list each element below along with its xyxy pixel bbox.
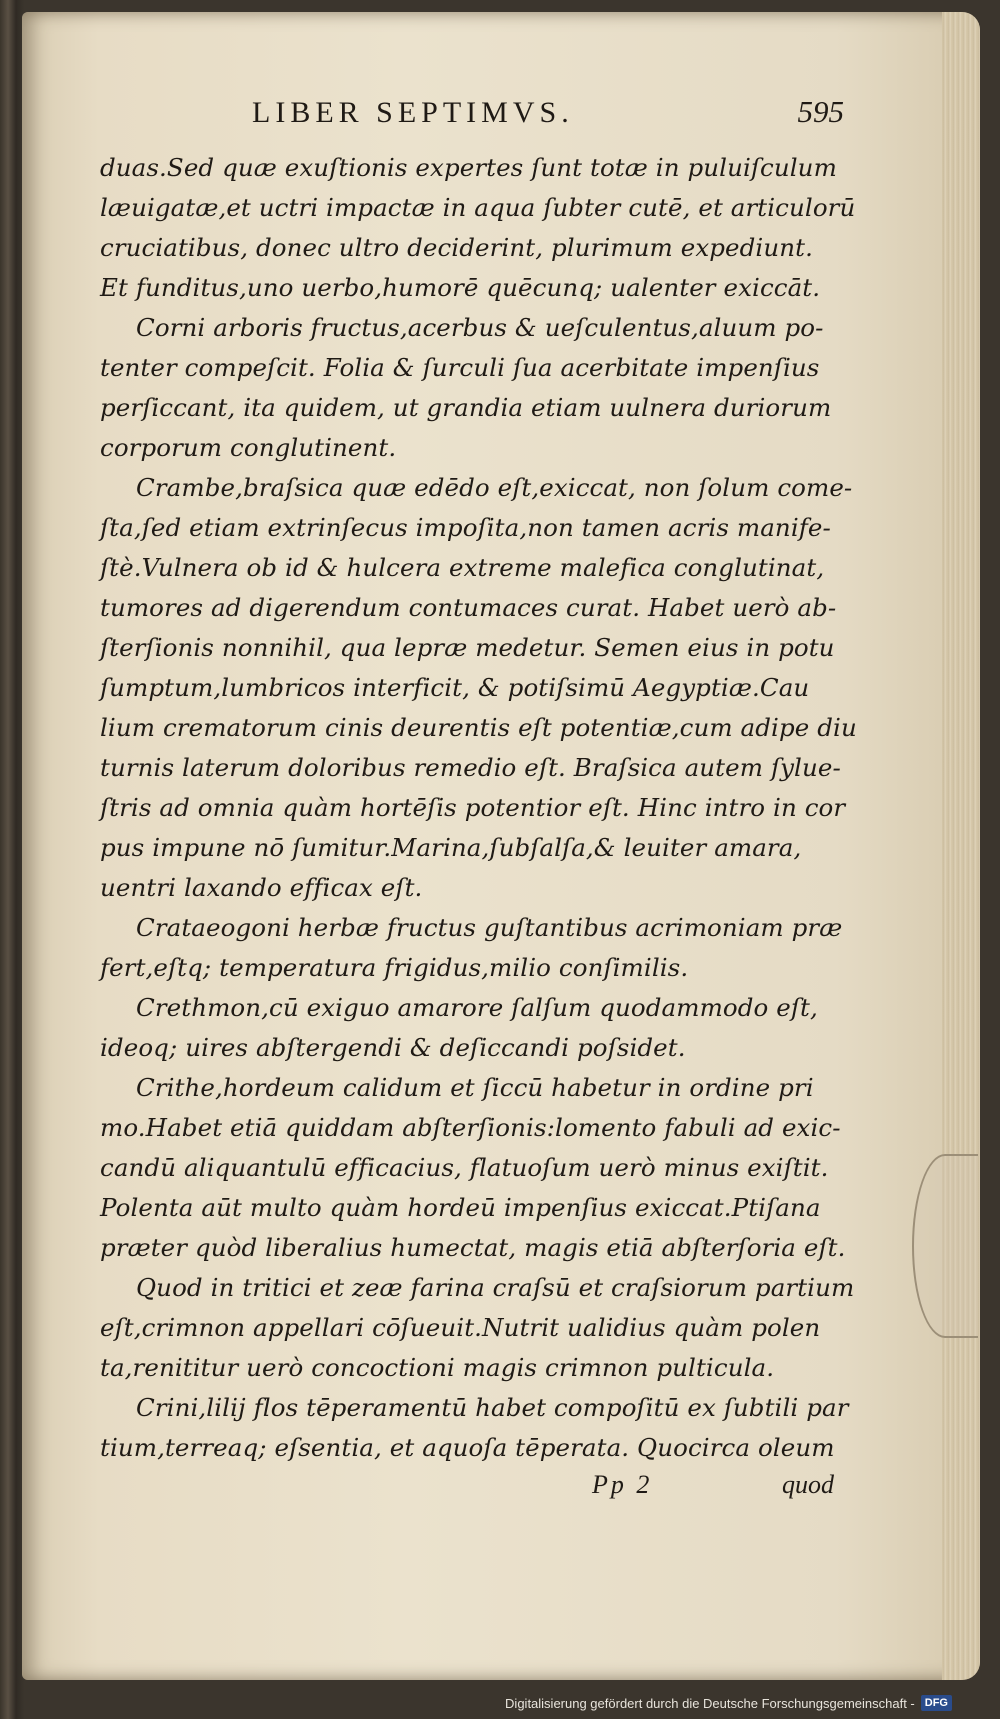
text-line: ideoq; uires abſtergendi & deſiccandi poſsidet. (100, 1033, 686, 1062)
text-line: læuigatæ,et uctri impactæ in aqua ſubter cutē, et articulorū (100, 193, 856, 222)
text-line: uentri laxando efficax eſt. (100, 873, 423, 902)
digitization-credit (505, 1695, 952, 1711)
text-block (100, 92, 857, 1514)
text-line: Crithe,hordeum calidum et ſiccū habetur in ordine pri (136, 1073, 814, 1102)
book-clasp (912, 1154, 978, 1338)
signature-mark: Pp 2 (592, 1470, 653, 1499)
text-line: mo.Habet etiā quiddam abſterſionis:lomento fabuli ad exic- (100, 1113, 841, 1142)
text-line: turnis laterum doloribus remedio eſt. Braſsica autem ſylue- (100, 753, 841, 782)
text-line: tenter compeſcit. Folia & ſurculi ſua acerbitate impenſius (100, 353, 820, 382)
page-header (100, 92, 844, 142)
text-line: Crataeogoni herbæ fructus guſtantibus acrimoniam præ (136, 913, 843, 942)
text-line: ſtris ad omnia quàm hortēſis potentior eſt. Hinc intro in cor (100, 793, 846, 822)
text-line: ſtè.Vulnera ob id & hulcera extreme malefica conglutinat, (100, 553, 825, 582)
text-line: ſta,ſed etiam extrinſecus impoſita,non tamen acris manife- (100, 513, 831, 542)
text-line: eſt,crimnon appellari cōſueuit.Nutrit ualidius quàm polen (100, 1313, 821, 1342)
credit-text: Digitalisierung gefördert durch die Deutsche Forschungsgemeinschaft - (505, 1695, 915, 1711)
text-line: pus impune nō ſumitur.Marina,ſubſalſa,& leuiter amara, (100, 833, 802, 862)
page-edges (942, 12, 980, 1680)
text-line: corporum conglutinent. (100, 433, 397, 462)
book-page (22, 12, 980, 1680)
text-line: lium crematorum cinis deurentis eſt potentiæ,cum adipe diu (100, 713, 857, 742)
text-line: Crambe,braſsica quæ edēdo eſt,exiccat, non ſolum come- (136, 473, 853, 502)
text-line: ſterſionis nonnihil, qua lepræ medetur. Semen eius in potu (100, 633, 835, 662)
page-number: 595 (797, 94, 844, 129)
text-line: Crethmon,cū exiguo amarore ſalſum quodammodo eſt, (136, 993, 818, 1022)
text-line: candū aliquantulū efficacius, flatuoſum uerò minus exiſtit. (100, 1153, 829, 1182)
text-line: ſumptum,lumbricos interficit, & potiſsimū Aegyptiæ.Cau (100, 673, 810, 702)
text-line: Corni arboris fructus,acerbus & ueſculentus,aluum po- (136, 313, 824, 342)
body-text (100, 148, 857, 1468)
text-line: Quod in tritici et zeæ farina craſsū et craſsiorum partium (136, 1273, 855, 1302)
text-line: fert,eſtq; temperatura frigidus,milio conſimilis. (100, 953, 689, 982)
text-line: duas.Sed quæ exuſtionis expertes ſunt totæ in puluiſculum (100, 153, 837, 182)
catchword: quod (782, 1470, 834, 1499)
text-line: tium,terreaq; eſsentia, et aquoſa tēperata. Quocirca oleum (100, 1433, 835, 1462)
text-line: præter quòd liberalius humectat, magis etiā abſterſoria eſt. (100, 1233, 846, 1262)
text-line: Et funditus,uno uerbo,humorē quēcunq; ualenter exiccāt. (100, 273, 821, 302)
text-line: perſiccant, ita quidem, ut grandia etiam uulnera duriorum (100, 393, 832, 422)
text-line: tumores ad digerendum contumaces curat. Habet uerò ab- (100, 593, 837, 622)
text-line: cruciatibus, donec ultro deciderint, plurimum expediunt. (100, 233, 813, 262)
page-footer (100, 1470, 834, 1514)
text-line: ta,renititur uerò concoctioni magis crimnon pulticula. (100, 1353, 775, 1382)
running-head: LIBER SEPTIMVS. (252, 96, 574, 129)
text-line: Crini,lilij flos tēperamentū habet compoſitū ex ſubtili par (136, 1393, 849, 1422)
text-line: Polenta aūt multo quàm hordeū impenſius exiccat.Ptiſana (100, 1193, 821, 1222)
dfg-logo: DFG (921, 1695, 952, 1711)
